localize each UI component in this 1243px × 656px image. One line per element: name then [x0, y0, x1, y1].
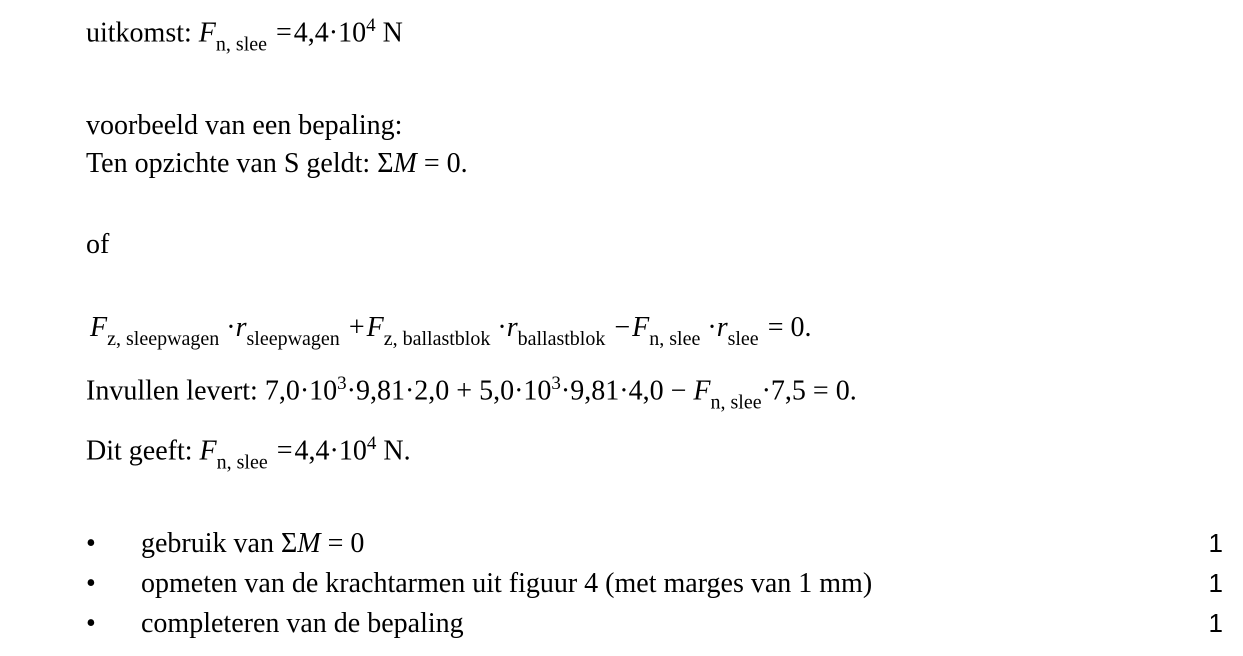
or-word: of	[86, 229, 110, 260]
moment-symbol: M	[393, 148, 417, 179]
exponent: 3	[551, 373, 561, 394]
arm-symbol: r	[506, 312, 518, 343]
bullet-marker: •	[86, 608, 96, 639]
force-subscript: z, sleepwagen	[107, 328, 220, 350]
force-subscript: n, slee	[649, 328, 701, 350]
multiply-dot: ·	[707, 312, 717, 343]
moment-statement	[86, 150, 468, 178]
minus-sign: −	[614, 312, 631, 343]
arm-subscript: sleepwagen	[246, 328, 340, 350]
moment-equation	[90, 314, 813, 349]
points-value: 1	[1208, 568, 1223, 598]
force-subscript: n, slee	[215, 33, 267, 56]
result-label: Dit geeft:	[86, 435, 193, 467]
criterion-text	[141, 530, 364, 558]
base: 10	[338, 17, 367, 49]
arm-symbol: r	[235, 312, 247, 343]
moment-symbol: M	[297, 528, 321, 559]
force-symbol: F	[198, 17, 216, 49]
multiply-dot: ·	[497, 312, 507, 343]
force-symbol: F	[366, 312, 384, 343]
fill-in-line	[86, 374, 857, 412]
criterion-text: opmeten van de krachtarmen uit figuur 4 (met marges van 1 mm)	[141, 568, 873, 599]
force-subscript: z, ballastblok	[383, 328, 491, 350]
exponent: 4	[366, 15, 376, 36]
unit: N.	[383, 435, 411, 467]
criterion-text: completeren van de bepaling	[141, 608, 464, 639]
mantissa: 4,4	[293, 17, 329, 49]
statement-text: Ten opzichte van S geldt:	[86, 148, 371, 179]
plus-sign: +	[348, 312, 365, 343]
force-symbol: F	[632, 312, 650, 343]
equals-sign: =	[276, 435, 293, 467]
equals-sign: =	[276, 17, 292, 49]
fill-in-part: ·9,81·2,0 + 5,0·10	[346, 375, 552, 407]
equals-zero: = 0.	[767, 312, 812, 343]
force-symbol: F	[90, 312, 108, 343]
arm-subscript: ballastblok	[517, 328, 606, 350]
unit: N	[382, 17, 403, 49]
outcome-label: uitkomst:	[86, 17, 192, 49]
multiply-dot: ·	[328, 17, 339, 49]
fill-in-part: ·9,81·4,0 −	[560, 375, 687, 407]
exponent: 4	[366, 433, 377, 454]
arm-symbol: r	[716, 312, 728, 343]
force-symbol: F	[693, 375, 711, 407]
points-value: 1	[1208, 528, 1223, 558]
sigma-symbol: Σ	[280, 528, 298, 559]
bullet-marker: •	[86, 568, 96, 599]
exponent: 3	[337, 373, 347, 394]
sigma-symbol: Σ	[377, 148, 394, 179]
outcome-line	[86, 16, 403, 54]
fill-in-part: ·7,5 = 0.	[761, 375, 857, 407]
points-value: 1	[1208, 608, 1223, 638]
mantissa: 4,4·10	[294, 435, 367, 467]
force-subscript: n, slee	[216, 451, 268, 474]
equals-zero: = 0	[327, 528, 365, 559]
force-subscript: n, slee	[710, 391, 762, 414]
arm-subscript: slee	[727, 328, 759, 350]
bullet-marker: •	[86, 528, 96, 559]
fill-in-part: 7,0·10	[264, 375, 338, 407]
criterion-pre: gebruik van	[141, 528, 274, 559]
result-line	[86, 434, 411, 472]
example-heading: voorbeeld van een bepaling:	[86, 110, 403, 141]
multiply-dot: ·	[226, 312, 236, 343]
fill-in-label: Invullen levert:	[86, 375, 258, 407]
force-symbol: F	[199, 435, 217, 467]
equals-zero: = 0.	[423, 148, 468, 179]
